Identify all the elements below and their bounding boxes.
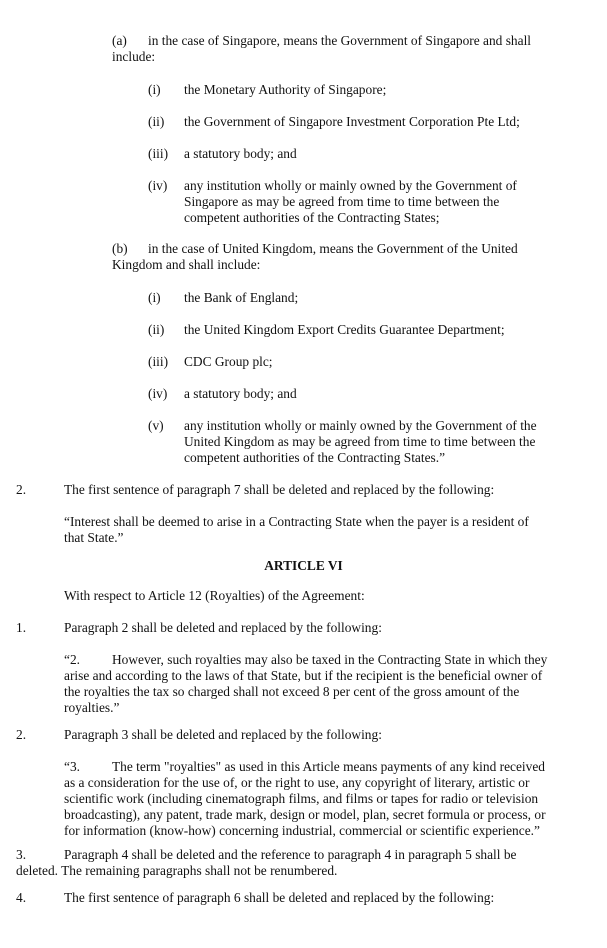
item-text: Paragraph 3 shall be deleted and replaced by the following: [64, 727, 382, 742]
list-item-text: the Government of Singapore Investment Corporation Pte Ltd; [184, 114, 520, 129]
quote-line: However, such royalties may also be taxed in the Contracting State in which they [112, 652, 548, 667]
paragraph-b-line2: Kingdom and shall include: [112, 257, 261, 272]
item-text: deleted. The remaining paragraphs shall not be renumbered. [16, 863, 338, 878]
list-item-text: CDC Group plc; [184, 354, 273, 369]
list-item-label: (i) [148, 82, 161, 97]
article-heading: ARTICLE VI [264, 558, 343, 573]
item-text: The first sentence of paragraph 7 shall be deleted and replaced by the following: [64, 482, 495, 497]
paragraph-a-line2: include: [112, 49, 156, 64]
quote-line: that State.” [64, 530, 124, 545]
list-item-text: any institution wholly or mainly owned by the Government of the [184, 418, 537, 433]
list-item-label: (iii) [148, 354, 169, 369]
list-item-label: (v) [148, 418, 164, 433]
list-item-text: the Monetary Authority of Singapore; [184, 82, 387, 97]
list-item-label: (ii) [148, 322, 165, 337]
paragraph-b-line1: in the case of United Kingdom, means the Government of the United [148, 241, 518, 256]
quote-line: scientific work (including cinematograph films, and films or tapes for radio or television [64, 791, 539, 806]
list-item-label: (ii) [148, 114, 165, 129]
item-text: Paragraph 2 shall be deleted and replaced by the following: [64, 620, 382, 635]
list-item-text: a statutory body; and [184, 146, 297, 161]
item-number: 3. [16, 847, 27, 862]
list-item-text: the United Kingdom Export Credits Guarantee Department; [184, 322, 505, 337]
item-number: 2. [16, 727, 27, 742]
list-item-text: competent authorities of the Contracting States; [184, 210, 440, 225]
quote-line: as a consideration for the use of, or the right to use, any copyright of literary, artistic or [64, 775, 530, 790]
quote-line: broadcasting), any patent, trade mark, design or model, plan, secret formula or process, or [64, 807, 546, 822]
list-item-text: any institution wholly or mainly owned by the Government of [184, 178, 517, 193]
article-intro: With respect to Article 12 (Royalties) of the Agreement: [64, 588, 365, 603]
paragraph-b-label: (b) [112, 241, 128, 256]
list-item-text: United Kingdom as may be agreed from time to time between the [184, 434, 536, 449]
item-number: 2. [16, 482, 27, 497]
list-item-label: (iv) [148, 386, 168, 401]
quote-line: the royalties the tax so charged shall not exceed 8 per cent of the gross amount of the [64, 684, 520, 699]
list-item-text: competent authorities of the Contracting States.” [184, 450, 446, 465]
quote-line: “Interest shall be deemed to arise in a Contracting State when the payer is a resident of [64, 514, 529, 529]
quote-line: arise and according to the laws of that State, but if the recipient is the beneficial owner of [64, 668, 543, 683]
quote-line: The term "royalties" as used in this Article means payments of any kind received [112, 759, 545, 774]
list-item-label: (iv) [148, 178, 168, 193]
quote-line: royalties.” [64, 700, 120, 715]
item-number: 1. [16, 620, 27, 635]
list-item-label: (i) [148, 290, 161, 305]
quote-line: for information (know-how) concerning industrial, commercial or scientific experience.” [64, 823, 540, 838]
list-item-text: a statutory body; and [184, 386, 297, 401]
item-text: Paragraph 4 shall be deleted and the reference to paragraph 4 in paragraph 5 shall be [64, 847, 517, 862]
paragraph-a-line1: in the case of Singapore, means the Government of Singapore and shall [148, 33, 532, 48]
list-item-text: the Bank of England; [184, 290, 299, 305]
quote-number: “3. [64, 759, 80, 774]
item-number: 4. [16, 890, 27, 905]
paragraph-a-label: (a) [112, 33, 127, 48]
item-text: The first sentence of paragraph 6 shall be deleted and replaced by the following: [64, 890, 495, 905]
list-item-text: Singapore as may be agreed from time to time between the [184, 194, 500, 209]
list-item-label: (iii) [148, 146, 169, 161]
quote-number: “2. [64, 652, 80, 667]
